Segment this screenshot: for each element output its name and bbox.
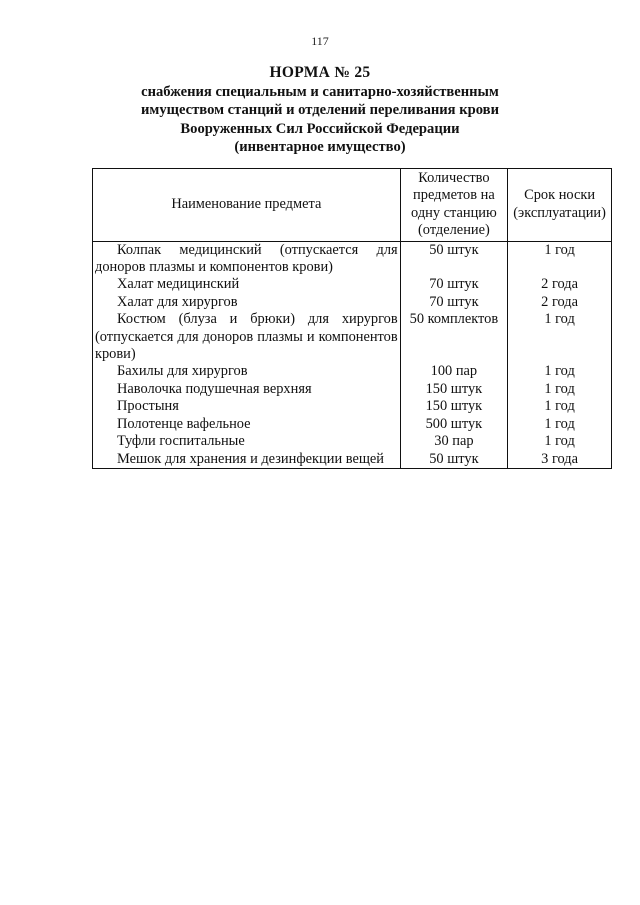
- header-term-line: (эксплуатации): [513, 204, 606, 221]
- table-row: [93, 241, 612, 276]
- document-heading: [0, 64, 640, 157]
- header-item-name: Наименование предмета: [93, 169, 401, 242]
- item-name: Колпак медицинский (отпускается для доноров плазмы и компонентов крови): [93, 241, 401, 276]
- header-quantity-line: (отделение): [418, 222, 490, 239]
- item-term: 3 года: [508, 451, 612, 469]
- item-quantity: 50 штук: [400, 241, 508, 276]
- item-term: 2 года: [508, 294, 612, 311]
- item-term: 1 год: [508, 311, 612, 363]
- table-row: [93, 416, 612, 433]
- table-row: [93, 363, 612, 380]
- item-term: 1 год: [508, 416, 612, 433]
- heading-line-1: снабжения специальным и санитарно-хозяйственным: [141, 83, 499, 100]
- item-name: Костюм (блуза и брюки) для хирургов (отпускается для доноров плазмы и компонентов крови): [93, 311, 401, 363]
- heading-line-2: имуществом станций и отделений переливания крови: [141, 102, 499, 118]
- heading-line-3: Вооруженных Сил Российской Федерации: [180, 120, 460, 137]
- item-quantity: 150 штук: [400, 398, 508, 415]
- item-quantity: 70 штук: [400, 294, 508, 311]
- item-term: 1 год: [508, 381, 612, 398]
- table-row: [93, 311, 612, 363]
- table-row: [93, 276, 612, 293]
- header-service-term: [508, 169, 612, 242]
- table-row: [93, 381, 612, 398]
- header-quantity-line: предметов на: [413, 187, 495, 204]
- table-row: [93, 398, 612, 415]
- item-name: Наволочка подушечная верхняя: [93, 381, 401, 398]
- heading-line-4: (инвентарное имущество): [234, 139, 406, 155]
- item-name: Полотенце вафельное: [93, 416, 401, 433]
- header-quantity: [400, 169, 508, 242]
- item-term: 1 год: [508, 398, 612, 415]
- item-term: 1 год: [508, 241, 612, 276]
- item-name: Туфли госпитальные: [93, 433, 401, 450]
- header-term-line: Срок носки: [524, 187, 596, 204]
- item-quantity: 500 штук: [400, 416, 508, 433]
- table-row: [93, 451, 612, 469]
- item-term: 1 год: [508, 433, 612, 450]
- item-quantity: 30 пар: [400, 433, 508, 450]
- table-row: [93, 294, 612, 311]
- item-quantity: 50 штук: [400, 451, 508, 469]
- item-term: 1 год: [508, 363, 612, 380]
- table-row: [93, 433, 612, 450]
- page-number: 117: [311, 34, 329, 48]
- norm-title: НОРМА № 25: [269, 64, 371, 81]
- item-quantity: 70 штук: [400, 276, 508, 293]
- item-name: Простыня: [93, 398, 401, 415]
- item-quantity: 150 штук: [400, 381, 508, 398]
- item-quantity: 100 пар: [400, 363, 508, 380]
- item-name: Бахилы для хирургов: [93, 363, 401, 380]
- header-quantity-line: одну станцию: [411, 204, 497, 221]
- item-name: Халат для хирургов: [93, 294, 401, 311]
- table-header-row: [93, 169, 612, 242]
- norm-table: [92, 168, 612, 469]
- item-quantity: 50 комплектов: [400, 311, 508, 363]
- item-term: 2 года: [508, 276, 612, 293]
- item-name: Мешок для хранения и дезинфекции вещей: [93, 451, 401, 469]
- item-name: Халат медицинский: [93, 276, 401, 293]
- header-quantity-line: Количество: [418, 170, 490, 186]
